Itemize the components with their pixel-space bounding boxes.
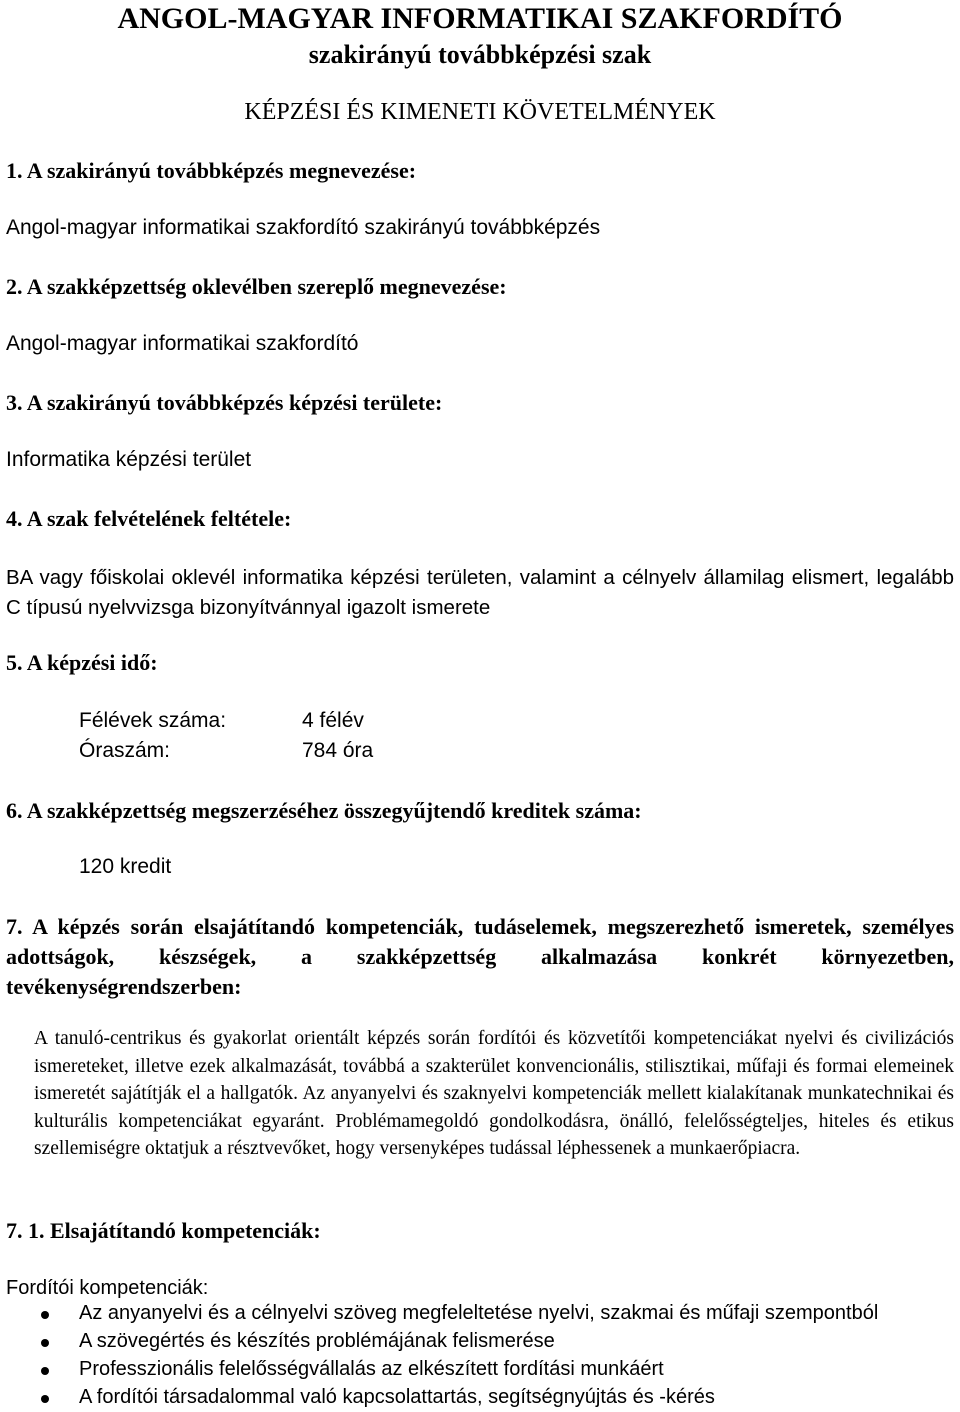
bullet-icon: [41, 1311, 49, 1319]
list-item: Professzionális felelősségvállalás az elkészített fordítási munkáért: [79, 1358, 664, 1380]
section-3-text: Informatika képzési terület: [6, 448, 252, 471]
section-4-text: BA vagy főiskolai oklevél informatika képzési területen, valamint a célnyelv államilag elismert, legalább C típusú nyelvvizsga bizonyítvánnyal igazolt ismerete: [6, 566, 954, 619]
bullet-icon: [41, 1395, 49, 1403]
bullet-icon: [41, 1339, 49, 1347]
competencies-paragraph: A tanuló-centrikus és gyakorlat orientált képzés során fordítói és közvetítői kompetenciákat nyelvi és civilizációs ismereteket, illetve ezek alkalmazását, továbbá a szakterület konvencionális, stilisztikai, műfaji és formai elemeinek ismeretét sajátítják el a hallgatók. Az anyanyelvi és szaknyelvi kompetenciák mellett kialakítanak munkatechnikai és kulturális kompetenciákat egyaránt. Problémamegoldó gondolkodásra, önálló, felelősségteljes, hiteles és etikus szellemiségre oktatjuk a résztvevőket, hogy versenyképes tudással léphessenek a munkaerőpiacra.: [34, 1028, 954, 1160]
section-7-heading: 7. A képzés során elsajátítandó kompetenciák, tudáselemek, megszerezhető ismeretek, személyes adottságok, készségek, a szakképzettség alkalmazása konkrét környezetben, tevékenységrendszerben:: [6, 914, 954, 999]
section-5-heading: 5. A képzési idő:: [6, 650, 158, 675]
section-7-1-heading: 7. 1. Elsajátítandó kompetenciák:: [6, 1218, 321, 1243]
semesters-value: 4 félév: [302, 709, 364, 732]
section-2-text: Angol-magyar informatikai szakfordító: [6, 332, 359, 355]
section-4-heading: 4. A szak felvételének feltétele:: [6, 506, 292, 531]
document-title: ANGOL-MAGYAR INFORMATIKAI SZAKFORDÍTÓ: [117, 2, 843, 35]
translator-competencies-label: Fordítói kompetenciák:: [6, 1277, 209, 1299]
list-item: A fordítói társadalommal való kapcsolattartás, segítségnyújtás és -kérés: [79, 1386, 715, 1408]
semesters-label: Félévek száma:: [79, 709, 227, 732]
list-item: A szövegértés és készítés problémájának felismerése: [79, 1330, 555, 1352]
document-subtitle: szakirányú továbbképzési szak: [308, 40, 652, 69]
section-1-heading: 1. A szakirányú továbbképzés megnevezése:: [6, 158, 417, 183]
hours-label: Óraszám:: [79, 739, 171, 762]
section-1-text: Angol-magyar informatikai szakfordító szakirányú továbbképzés: [6, 216, 601, 239]
section-2-heading: 2. A szakképzettség oklevélben szereplő megnevezése:: [6, 274, 507, 299]
requirements-heading: KÉPZÉSI ÉS KIMENETI KÖVETELMÉNYEK: [244, 99, 716, 125]
hours-value: 784 óra: [302, 739, 374, 762]
section-3-heading: 3. A szakirányú továbbképzés képzési területe:: [6, 390, 443, 415]
section-6-heading: 6. A szakképzettség megszerzéséhez összegyűjtendő kreditek száma:: [6, 798, 642, 823]
bullet-icon: [41, 1367, 49, 1375]
list-item: Az anyanyelvi és a célnyelvi szöveg megfeleltetése nyelvi, szakmai és műfaji szempontból: [79, 1302, 879, 1324]
credits-value: 120 kredit: [79, 855, 172, 878]
